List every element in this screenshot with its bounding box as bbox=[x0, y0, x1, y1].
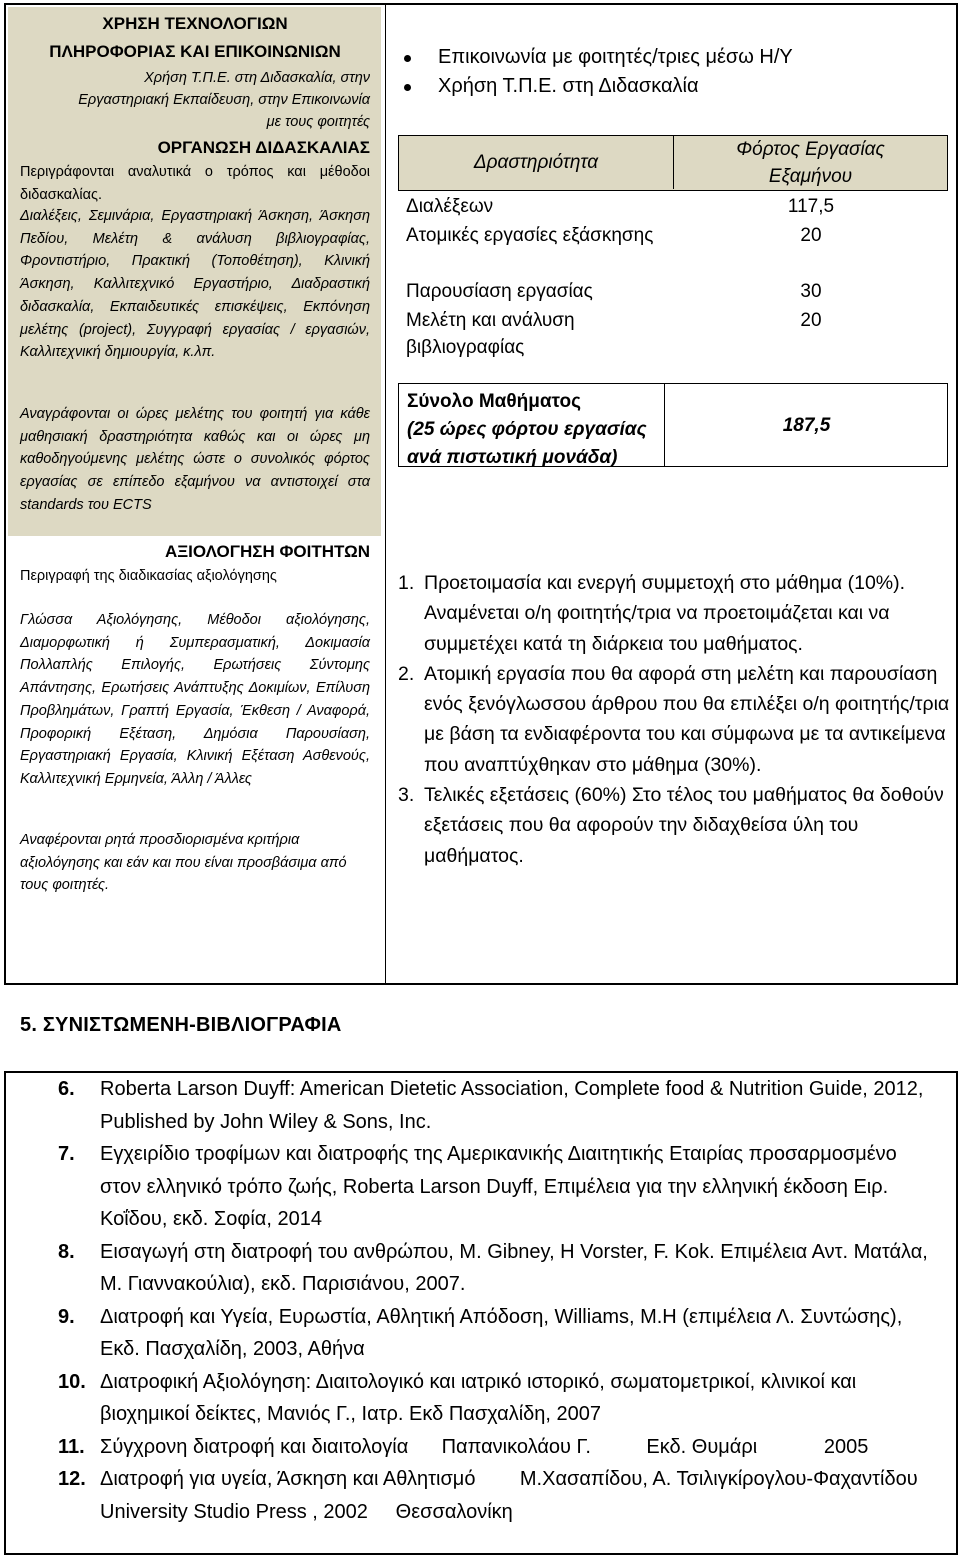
assessment-item bbox=[398, 780, 952, 871]
item-text: Προετοιμασία και ενεργή συμμετοχή στο μάθημα (10%). Αναμένεται ο/η φοιτητής/τρια να προετοιμάζεται και να συμμετέχει κατά τη διάρκεια του μαθήματος. bbox=[424, 572, 906, 655]
item-text: Διατροφή για υγεία, Άσκηση και Αθλητισμό Μ.Χασαπίδου, Α. Τσιλιγκίρογλου-Φαχαντίδου University Studio Press , 2002 Θεσσαλονίκη bbox=[100, 1468, 946, 1523]
bullet-item bbox=[404, 43, 944, 72]
activity-cell: Μελέτη και ανάλυση βιβλιογραφίας bbox=[406, 310, 575, 358]
ict-desc-line1: Χρήση Τ.Π.Ε. στη Διδασκαλία, στην bbox=[144, 70, 370, 86]
ict-desc-line3: με τους φοιτητές bbox=[266, 114, 370, 130]
item-number: 1. bbox=[398, 572, 415, 594]
item-text: Roberta Larson Duyff: American Dietetic Association, Complete food & Nutrition Guide, 2012, Published by John Wiley & Sons, Inc. bbox=[100, 1078, 924, 1133]
assessment-item bbox=[398, 659, 952, 780]
org-title: ΟΡΓΑΝΩΣΗ ΔΙΔΑΣΚΑΛΙΑΣ bbox=[157, 138, 370, 157]
item-number: 11. bbox=[58, 1435, 85, 1458]
assess-title: ΑΞΙΟΛΟΓΗΣΗ ΦΟΙΤΗΤΩΝ bbox=[164, 542, 370, 561]
assess-description: Περιγραφή της διαδικασίας αξιολόγησης bbox=[20, 568, 277, 584]
ict-desc-line2: Εργαστηριακή Εκπαίδευση, στην Επικοινωνία bbox=[78, 92, 370, 108]
assess-methods: Γλώσσα Αξιολόγησης, Μέθοδοι αξιολόγησης, Διαμορφωτική ή Συμπερασματική, Δοκιμασία Πολλαπλής Επιλογής, Ερωτήσεις Σύντομης Απάντησης, Ερωτήσεις Ανάπτυξης Δοκιμίων, Επίλυση Προβλημάτων, Γραπτή Εργασία, Έκθεση / Αναφορά, Προφορική Εξέταση, Δημόσια Παρουσίαση, Εργαστηριακή Εργασία, Κλινική Εξέταση Ασθενούς, Καλλιτεχνική Ερμηνεία, Άλλη / Άλλες bbox=[20, 612, 370, 787]
bullet-item bbox=[404, 72, 944, 101]
item-text: Ατομική εργασία που θα αφορά στη μελέτη και παρουσίαση ενός ξενόγλωσσου άρθρου που θα επιλέξει ο/η φοιτητής/τρια με βάση τα ενδιαφέροντα του και σύμφωνα με τα αντικείμενα που αναπτύχθηκαν στο μάθημα (30%). bbox=[424, 662, 950, 776]
item-text: Τελικές εξετάσεις (60%) Στο τέλος του μαθήματος θα δοθούν εξετάσεις που θα αφορούν την διδαχθείσα ύλη του μαθήματος. bbox=[424, 784, 944, 867]
item-number: 12. bbox=[58, 1468, 86, 1490]
hours-cell: 117,5 bbox=[787, 196, 835, 217]
course-info-table bbox=[4, 3, 958, 985]
item-text: Εγχειρίδιο τροφίμων και διατροφής της Αμερικανικής Διαιτητικής Εταιρίας προσαρμοσμένο στον ελληνικό τρόπο ζωής, Roberta Larson Duyff, Επιμέλεια για την ελληνική έκδοση Ειρ. Κοΐδου, εκδ. Σοφία, 2014 bbox=[100, 1143, 897, 1230]
bullet-icon bbox=[404, 84, 411, 91]
bibliography-item bbox=[58, 1366, 928, 1431]
org-hours-note: Αναγράφονται οι ώρες μελέτης του φοιτητή για κάθε μαθησιακή δραστηριότητα καθώς και οι ώρες μη καθοδηγούμενης μελέτης ώστε ο συνολικός φόρτος εργασίας σε επίπεδο εξαμήνου να αντιστοιχεί στα standards του ECTS bbox=[20, 406, 370, 513]
workload-header-line2: Εξαμήνου bbox=[768, 166, 853, 187]
item-text: Σύγχρονη διατροφή και διαιτολογία Παπανικολάου Γ. Εκδ. Θυμάρι 2005 bbox=[100, 1435, 869, 1458]
bibliography-item bbox=[58, 1463, 946, 1528]
bibliography-item bbox=[58, 1431, 928, 1464]
assess-criteria: Αναφέρονται ρητά προσδιορισμένα κριτήρια αξιολόγησης και εάν και που είναι προσβάσιμα από τους φοιτητές. bbox=[20, 832, 347, 894]
bibliography-item bbox=[58, 1073, 928, 1138]
item-text: Εισαγωγή στη διατροφή του ανθρώπου, M. Gibney, H Vorster, F. Kok. Επιμέλεια Αντ. Ματάλα, Μ. Γιαννακούλια), εκδ. Παρισιάνου, 2007. bbox=[100, 1240, 928, 1295]
item-number: 9. bbox=[58, 1305, 75, 1328]
total-label-line2: (25 ώρες φόρτου εργασίας bbox=[407, 419, 647, 440]
hours-cell: 20 bbox=[800, 225, 822, 246]
item-number: 10. bbox=[58, 1370, 86, 1393]
ict-title-line1: ΧΡΗΣΗ ΤΕΧΝΟΛΟΓΙΩΝ bbox=[102, 14, 288, 33]
total-value: 187,5 bbox=[782, 415, 831, 436]
bibliography-box bbox=[4, 1071, 958, 1555]
left-column bbox=[6, 5, 386, 983]
item-number: 3. bbox=[398, 784, 415, 807]
workload-header bbox=[398, 135, 948, 191]
bibliography-title: 5. ΣΥΝΙΣΤΩΜΕΝΗ-ΒΙΒΛΙΟΓΡΑΦΙΑ bbox=[20, 1014, 342, 1036]
bibliography-item bbox=[58, 1138, 928, 1236]
total-label-line1: Σύνολο Μαθήματος bbox=[407, 391, 581, 412]
total-label-line3: ανά πιστωτική μονάδα) bbox=[407, 447, 618, 468]
item-number: 6. bbox=[58, 1078, 75, 1100]
workload-header-line1: Φόρτος Εργασίας bbox=[736, 139, 885, 160]
bullet-text: Επικοινωνία με φοιτητές/τριες μέσω Η/Υ bbox=[438, 46, 793, 68]
item-text: Διατροφική Αξιολόγηση: Διαιτολογικό και ιατρικό ιστορικό, σωματομετρικοί, κλινικοί και βιοχημικοί δείκτες, Μανιός Γ., Ιατρ. Εκδ Πασχαλίδη, 2007 bbox=[100, 1370, 857, 1425]
ict-title-line2: ΠΛΗΡΟΦΟΡΙΑΣ ΚΑΙ ΕΠΙΚΟΙΝΩΝΙΩΝ bbox=[49, 42, 341, 61]
item-number: 8. bbox=[58, 1240, 75, 1263]
bibliography-list bbox=[58, 1073, 946, 1528]
org-description: Περιγράφονται αναλυτικά ο τρόπος και μέθοδοι διδασκαλίας. bbox=[20, 164, 370, 203]
activity-cell: Διαλέξεων bbox=[406, 196, 494, 217]
right-column bbox=[386, 5, 956, 983]
bullet-icon bbox=[404, 55, 411, 62]
item-number: 7. bbox=[58, 1143, 75, 1165]
hours-cell: 20 bbox=[800, 310, 822, 331]
org-methods: Διαλέξεις, Σεμινάρια, Εργαστηριακή Άσκηση, Άσκηση Πεδίου, Μελέτη & ανάλυση βιβλιογραφίας, Φροντιστήριο, Πρακτική (Τοποθέτηση), Κλινική Άσκηση, Καλλιτεχνικό Εργαστήριο, Διαδραστική διδασκαλία, Εκπαιδευτικές επισκέψεις, Εκπόνηση μελέτης (project), Συγγραφή εργασίας / εργασιών, Καλλιτεχνική δημιουργία, κ.λπ. bbox=[20, 208, 370, 361]
activity-cell: Παρουσίαση εργασίας bbox=[406, 281, 593, 302]
bullet-text: Χρήση Τ.Π.Ε. στη Διδασκαλία bbox=[438, 75, 699, 97]
bibliography-item bbox=[58, 1301, 928, 1366]
item-number: 2. bbox=[398, 662, 415, 685]
item-text: Διατροφή και Υγεία, Ευρωστία, Αθλητική Απόδοση, Williams, M.H (επιμέλεια Λ. Συντώσης), Εκδ. Πασχαλίδη, 2003, Αθήνα bbox=[100, 1305, 903, 1360]
assessment-item bbox=[398, 568, 952, 659]
bibliography-item bbox=[58, 1236, 928, 1301]
total-label bbox=[407, 388, 667, 472]
ict-bullet-list bbox=[404, 43, 944, 101]
hours-cell: 30 bbox=[800, 281, 822, 302]
workload-total bbox=[398, 383, 948, 467]
activity-cell: Ατομικές εργασίες εξάσκησης bbox=[406, 225, 654, 246]
activity-header: Δραστηριότητα bbox=[399, 136, 674, 189]
assessment-list bbox=[398, 568, 952, 871]
